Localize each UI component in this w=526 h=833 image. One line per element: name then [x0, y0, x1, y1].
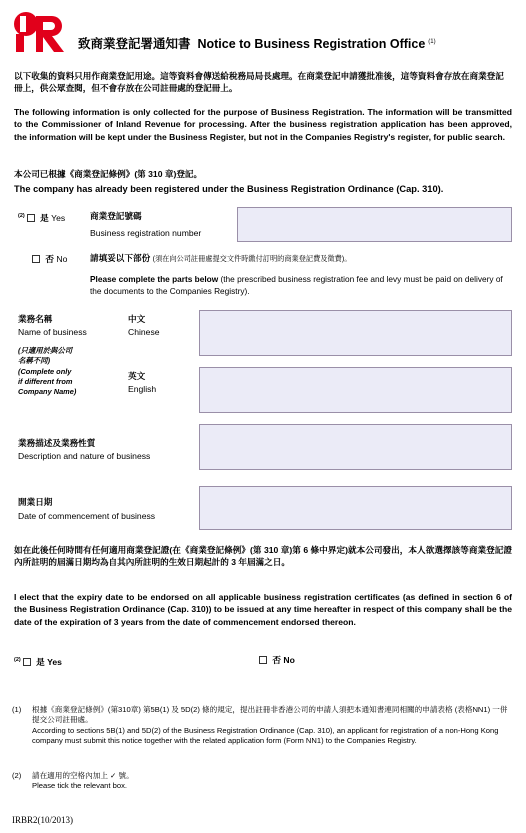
registered-en: The company has already been registered under the Business Registration Ordinance (Cap. 310). [14, 184, 444, 194]
description-label-zh: 業務描述及業務性質 [18, 438, 96, 448]
election-en: I elect that the expiry date to be endorsed on all applicable business registration certificates (as defined in section 6 of the Business Registration Ordinance (Cap. 310)) to be issued at any time hereafter in respect of this company shall be the date of the expiration of 3 years from the date of commencement endorsed thereon. [14, 592, 512, 627]
business-name-english-input[interactable] [199, 367, 512, 413]
chinese-label-zh: 中文 [128, 314, 146, 324]
footnote-1-zh: 根據《商業登記條例》(第310章) 第5B(1) 及 5D(2) 條的規定，提出註冊非香港公司的申請人須把本通知書連同相關的申請表格 (表格NN1) 一併提交公司註冊處。 [32, 705, 508, 725]
election-no-checkbox[interactable] [259, 656, 267, 664]
no-checkbox[interactable] [32, 255, 40, 263]
different-name-note [18, 346, 76, 397]
brn-input[interactable] [237, 207, 512, 242]
no-label-en: No [56, 254, 68, 264]
english-label-en: English [128, 384, 157, 394]
footnote-1-en: According to sections 5B(1) and 5D(2) of the Business Registration Ordinance (Cap. 310), an applicant for registration of a non-Hong Kong company must submit this notice together with the related application form (Form NN1) to the Companies Registry. [32, 726, 499, 746]
no-instr-en-bold: Please complete the parts below [90, 274, 219, 284]
no-instruction-zh [90, 252, 510, 265]
description-input[interactable] [199, 424, 512, 470]
no-label-zh: 否 [45, 254, 54, 264]
brn-label-zh: 商業登記號碼 [90, 211, 142, 221]
yes-label-en: Yes [51, 212, 66, 223]
form-code: IRBR2(10/2013) [12, 815, 74, 825]
ird-logo [12, 10, 68, 54]
election-note: (2) [14, 657, 21, 663]
business-name-label-zh: 業務名稱 [18, 314, 53, 324]
diff-zh1: (只適用於與公司 [18, 346, 73, 355]
description-label-en: Description and nature of business [18, 451, 151, 461]
election-no-option [257, 654, 295, 666]
brn-label-en: Business registration number [90, 228, 202, 238]
election-yes-option [14, 654, 62, 668]
election-yes-checkbox[interactable] [23, 658, 31, 666]
business-name-label-en: Name of business [18, 327, 87, 337]
diff-en2: if different from [18, 376, 73, 386]
chinese-label-en: Chinese [128, 327, 160, 337]
no-instr-zh-note: (須在向公司註冊處提交文件時繳付訂明的商業登記費及徵費)。 [152, 254, 352, 263]
english-label-zh: 英文 [128, 371, 146, 381]
footnote-2-zh: 請在適用的空格內加上 ✓ 號。 [32, 771, 134, 780]
registered-zh: 本公司已根據《商業登記條例》(第 310 章)登記。 [14, 169, 203, 179]
commencement-label-zh: 開業日期 [18, 497, 53, 507]
title-zh: 致商業登記署通知書 [78, 37, 191, 51]
election-zh: 如在此後任何時間有任何適用商業登記證(在《商業登記條例》(第 310 章)第 6 條中界定)就本公司發出，本人欲選擇該等商業登記證內所註明的屆滿日期均為自其內所註明的生效日期起計的 3 年屆滿之日。 [14, 545, 512, 568]
diff-en1: (Complete only [18, 366, 72, 376]
no-instr-en-rest: (the prescribed business registration fee and levy must be paid on delivery of the documents to the Companies Registry). [90, 274, 503, 297]
diff-zh2: 名稱不同) [18, 356, 51, 366]
intro-en: The following information is only collected for the purpose of Business Registration. The information will be transmitted to the Commissioner of Inland Revenue for processing. After the business registration application has been approved, the information will be kept under the Business Register, but not in the Companies Registry's register, for public search. [14, 107, 512, 142]
yes-checkbox[interactable] [27, 214, 35, 222]
election-no-label: 否 No [272, 655, 295, 665]
yes-label-zh: 是 [40, 212, 49, 223]
no-instr-zh: 請填妥以下部份 [90, 253, 151, 263]
commencement-input[interactable] [199, 486, 512, 530]
page-title [78, 34, 436, 52]
business-name-chinese-input[interactable] [199, 310, 512, 356]
footnote-1-num: (1) [12, 705, 22, 714]
commencement-label-en: Date of commencement of business [18, 511, 156, 521]
footnote-2-en: Please tick the relevant box. [32, 781, 127, 790]
no-instruction-en [90, 273, 510, 297]
diff-en3: Company Name) [18, 387, 77, 397]
title-note: (1) [428, 38, 436, 45]
title-en: Notice to Business Registration Office [197, 37, 426, 51]
yes-option [18, 210, 65, 224]
footnote-2-num: (2) [12, 771, 22, 780]
intro-zh: 以下收集的資料只用作商業登記用途。這等資料會傳送給稅務局局長處理。在商業登記申請獲批准後，這等資料會存放在商業登記冊上，供公眾查閱，但不會存放在公司註冊處的登記冊上。 [14, 71, 504, 94]
no-option [30, 253, 67, 265]
yes-note: (2) [18, 213, 25, 219]
election-yes-label: 是 Yes [36, 656, 62, 667]
